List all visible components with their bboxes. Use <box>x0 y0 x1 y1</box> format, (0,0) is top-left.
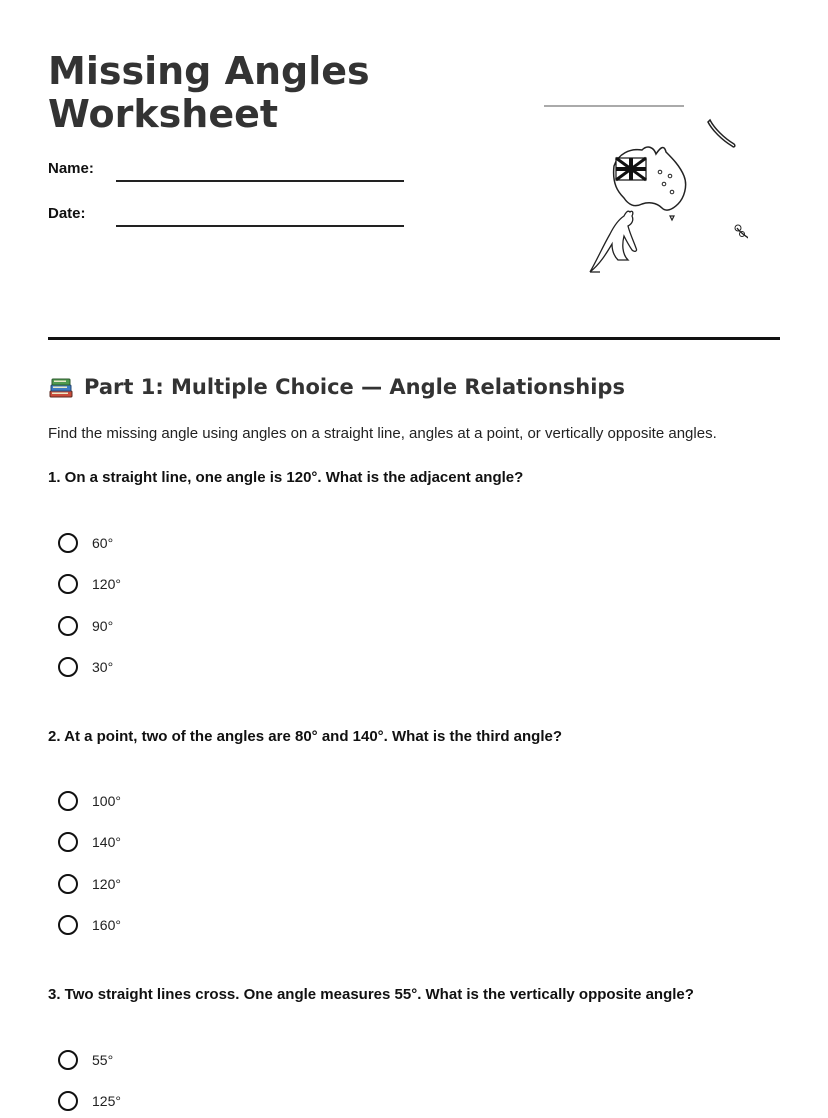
date-label: Date: <box>48 205 86 222</box>
q1-option-3[interactable] <box>58 613 113 639</box>
q2-option-2[interactable] <box>58 829 121 855</box>
question-2: 2. At a point, two of the angles are 80° and 140°. What is the third angle? <box>48 728 563 745</box>
section-heading <box>48 374 625 400</box>
books-icon <box>48 374 74 400</box>
question-1: 1. On a straight line, one angle is 120°. What is the adjacent angle? <box>48 469 524 486</box>
radio-circle-icon[interactable] <box>58 616 78 636</box>
radio-circle-icon[interactable] <box>58 791 78 811</box>
q3-option-2[interactable] <box>58 1088 121 1114</box>
boomerang-icon <box>708 120 735 147</box>
radio-circle-icon[interactable] <box>58 574 78 594</box>
section-instructions: Find the missing angle using angles on a straight line, angles at a point, or vertically opposite angles. <box>48 425 717 442</box>
option-label: 140° <box>92 834 121 850</box>
option-label: 30° <box>92 659 114 675</box>
q1-option-1[interactable] <box>58 530 113 556</box>
section-divider <box>48 337 780 340</box>
option-label: 125° <box>92 1093 121 1109</box>
radio-circle-icon[interactable] <box>58 657 78 677</box>
worksheet-page <box>48 0 780 1118</box>
option-label: 120° <box>92 876 121 892</box>
kangaroo-icon <box>590 211 637 272</box>
radio-circle-icon[interactable] <box>58 874 78 894</box>
question-3: 3. Two straight lines cross. One angle measures 55°. What is the vertically opposite angle? <box>48 986 694 1003</box>
option-label: 90° <box>92 618 114 634</box>
option-label: 120° <box>92 576 121 592</box>
q2-option-1[interactable] <box>58 788 121 814</box>
q2-option-3[interactable] <box>58 871 121 897</box>
page-title: Missing Angles Worksheet <box>48 49 370 136</box>
radio-circle-icon[interactable] <box>58 832 78 852</box>
section-title-text: Part 1: Multiple Choice — Angle Relationships <box>84 375 625 399</box>
option-label: 160° <box>92 917 121 933</box>
radio-circle-icon[interactable] <box>58 1050 78 1070</box>
q3-option-1[interactable] <box>58 1047 113 1073</box>
union-jack-flag-icon <box>616 158 646 180</box>
option-label: 60° <box>92 535 114 551</box>
q2-option-4[interactable] <box>58 912 121 938</box>
date-field[interactable] <box>116 225 404 227</box>
name-label: Name: <box>48 160 94 177</box>
radio-circle-icon[interactable] <box>58 1091 78 1111</box>
q1-option-4[interactable] <box>58 654 113 680</box>
option-label: 100° <box>92 793 121 809</box>
australia-illustration <box>538 88 748 288</box>
name-field[interactable] <box>116 180 404 182</box>
gum-tree-icon <box>735 217 748 278</box>
radio-circle-icon[interactable] <box>58 915 78 935</box>
q1-option-2[interactable] <box>58 571 121 597</box>
option-label: 55° <box>92 1052 114 1068</box>
radio-circle-icon[interactable] <box>58 533 78 553</box>
